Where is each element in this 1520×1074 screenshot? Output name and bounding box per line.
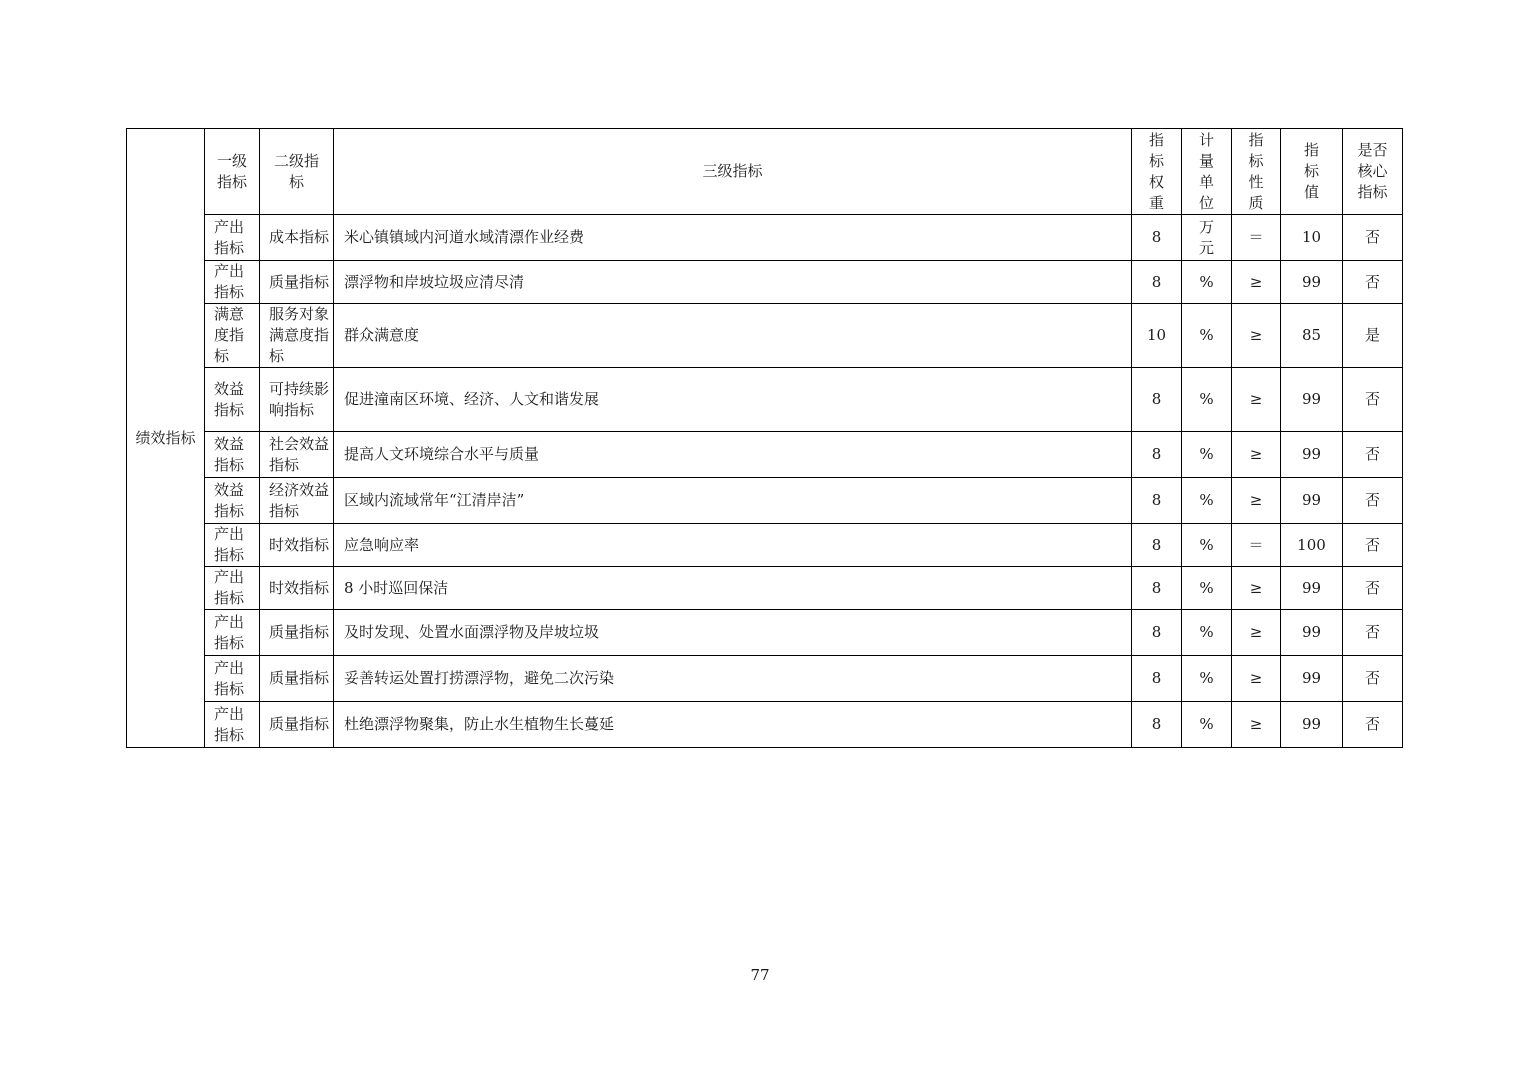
core-cell: 否 bbox=[1343, 478, 1403, 524]
core-cell: 否 bbox=[1343, 567, 1403, 610]
weight-cell: 8 bbox=[1132, 432, 1182, 478]
table-row bbox=[127, 567, 1403, 610]
core-cell: 否 bbox=[1343, 432, 1403, 478]
value-cell: 85 bbox=[1281, 304, 1343, 368]
level3-cell: 群众满意度 bbox=[334, 304, 1132, 368]
unit-cell: % bbox=[1182, 368, 1232, 432]
core-cell: 是 bbox=[1343, 304, 1403, 368]
value-cell: 99 bbox=[1281, 432, 1343, 478]
weight-cell: 8 bbox=[1132, 610, 1182, 656]
nature-cell: ≥ bbox=[1232, 610, 1281, 656]
table-row bbox=[127, 656, 1403, 702]
nature-cell: ≥ bbox=[1232, 702, 1281, 748]
weight-cell: 8 bbox=[1132, 656, 1182, 702]
table-row bbox=[127, 610, 1403, 656]
level2-cell: 社会效益指标 bbox=[260, 432, 334, 478]
value-cell: 100 bbox=[1281, 524, 1343, 567]
level1-cell: 产出指标 bbox=[205, 524, 260, 567]
level3-cell: 区域内流域常年“江清岸洁” bbox=[334, 478, 1132, 524]
unit-cell: % bbox=[1182, 656, 1232, 702]
nature-cell: ＝ bbox=[1232, 524, 1281, 567]
table-row bbox=[127, 215, 1403, 261]
level2-cell: 经济效益指标 bbox=[260, 478, 334, 524]
header-row bbox=[127, 129, 1403, 215]
level1-cell: 效益指标 bbox=[205, 478, 260, 524]
unit-cell: % bbox=[1182, 261, 1232, 304]
level3-cell: 及时发现、处置水面漂浮物及岸坡垃圾 bbox=[334, 610, 1132, 656]
header-core: 是否核心指标 bbox=[1343, 129, 1403, 215]
level2-cell: 时效指标 bbox=[260, 567, 334, 610]
level1-cell: 效益指标 bbox=[205, 368, 260, 432]
header-nature: 指标性质 bbox=[1232, 129, 1281, 215]
table-row bbox=[127, 304, 1403, 368]
level2-cell: 时效指标 bbox=[260, 524, 334, 567]
nature-cell: ＝ bbox=[1232, 215, 1281, 261]
core-cell: 否 bbox=[1343, 702, 1403, 748]
table-row bbox=[127, 261, 1403, 304]
level2-cell: 质量指标 bbox=[260, 261, 334, 304]
nature-cell: ≥ bbox=[1232, 656, 1281, 702]
weight-cell: 8 bbox=[1132, 478, 1182, 524]
weight-cell: 8 bbox=[1132, 215, 1182, 261]
unit-cell: % bbox=[1182, 524, 1232, 567]
level1-cell: 产出指标 bbox=[205, 702, 260, 748]
level2-cell: 质量指标 bbox=[260, 702, 334, 748]
header-level1: 一级指标 bbox=[205, 129, 260, 215]
category-cell: 绩效指标 bbox=[127, 129, 205, 748]
value-cell: 10 bbox=[1281, 215, 1343, 261]
nature-cell: ≥ bbox=[1232, 432, 1281, 478]
nature-cell: ≥ bbox=[1232, 304, 1281, 368]
value-cell: 99 bbox=[1281, 702, 1343, 748]
value-cell: 99 bbox=[1281, 610, 1343, 656]
level3-cell: 米心镇镇域内河道水域清漂作业经费 bbox=[334, 215, 1132, 261]
value-cell: 99 bbox=[1281, 261, 1343, 304]
core-cell: 否 bbox=[1343, 368, 1403, 432]
level3-cell: 8 小时巡回保洁 bbox=[334, 567, 1132, 610]
header-level3: 三级指标 bbox=[334, 129, 1132, 215]
level3-cell: 促进潼南区环境、经济、人文和谐发展 bbox=[334, 368, 1132, 432]
level3-cell: 妥善转运处置打捞漂浮物，避免二次污染 bbox=[334, 656, 1132, 702]
level1-cell: 效益指标 bbox=[205, 432, 260, 478]
unit-cell: % bbox=[1182, 567, 1232, 610]
header-value: 指标值 bbox=[1281, 129, 1343, 215]
level1-cell: 满意度指标 bbox=[205, 304, 260, 368]
table-row bbox=[127, 368, 1403, 432]
level2-cell: 质量指标 bbox=[260, 610, 334, 656]
unit-cell: % bbox=[1182, 610, 1232, 656]
level2-cell: 服务对象满意度指标 bbox=[260, 304, 334, 368]
level2-cell: 质量指标 bbox=[260, 656, 334, 702]
table-row bbox=[127, 432, 1403, 478]
core-cell: 否 bbox=[1343, 656, 1403, 702]
header-level2: 二级指标 bbox=[260, 129, 334, 215]
table-row bbox=[127, 524, 1403, 567]
unit-cell: % bbox=[1182, 702, 1232, 748]
level1-cell: 产出指标 bbox=[205, 567, 260, 610]
weight-cell: 8 bbox=[1132, 261, 1182, 304]
nature-cell: ≥ bbox=[1232, 261, 1281, 304]
core-cell: 否 bbox=[1343, 261, 1403, 304]
level3-cell: 应急响应率 bbox=[334, 524, 1132, 567]
level1-cell: 产出指标 bbox=[205, 610, 260, 656]
unit-cell: % bbox=[1182, 304, 1232, 368]
core-cell: 否 bbox=[1343, 215, 1403, 261]
level2-cell: 成本指标 bbox=[260, 215, 334, 261]
unit-cell: % bbox=[1182, 432, 1232, 478]
weight-cell: 8 bbox=[1132, 702, 1182, 748]
unit-cell: % bbox=[1182, 478, 1232, 524]
level1-cell: 产出指标 bbox=[205, 261, 260, 304]
level3-cell: 漂浮物和岸坡垃圾应清尽清 bbox=[334, 261, 1132, 304]
value-cell: 99 bbox=[1281, 567, 1343, 610]
core-cell: 否 bbox=[1343, 610, 1403, 656]
table-row bbox=[127, 702, 1403, 748]
value-cell: 99 bbox=[1281, 656, 1343, 702]
level3-cell: 杜绝漂浮物聚集，防止水生植物生长蔓延 bbox=[334, 702, 1132, 748]
value-cell: 99 bbox=[1281, 368, 1343, 432]
weight-cell: 8 bbox=[1132, 524, 1182, 567]
table-row bbox=[127, 478, 1403, 524]
nature-cell: ≥ bbox=[1232, 478, 1281, 524]
unit-cell: 万元 bbox=[1182, 215, 1232, 261]
level1-cell: 产出指标 bbox=[205, 656, 260, 702]
nature-cell: ≥ bbox=[1232, 567, 1281, 610]
value-cell: 99 bbox=[1281, 478, 1343, 524]
performance-indicator-table bbox=[126, 128, 1403, 748]
level2-cell: 可持续影响指标 bbox=[260, 368, 334, 432]
page-number: 77 bbox=[750, 966, 770, 984]
level1-cell: 产出指标 bbox=[205, 215, 260, 261]
nature-cell: ≥ bbox=[1232, 368, 1281, 432]
core-cell: 否 bbox=[1343, 524, 1403, 567]
weight-cell: 10 bbox=[1132, 304, 1182, 368]
header-unit: 计量单位 bbox=[1182, 129, 1232, 215]
weight-cell: 8 bbox=[1132, 368, 1182, 432]
header-weight: 指标权重 bbox=[1132, 129, 1182, 215]
weight-cell: 8 bbox=[1132, 567, 1182, 610]
level3-cell: 提高人文环境综合水平与质量 bbox=[334, 432, 1132, 478]
